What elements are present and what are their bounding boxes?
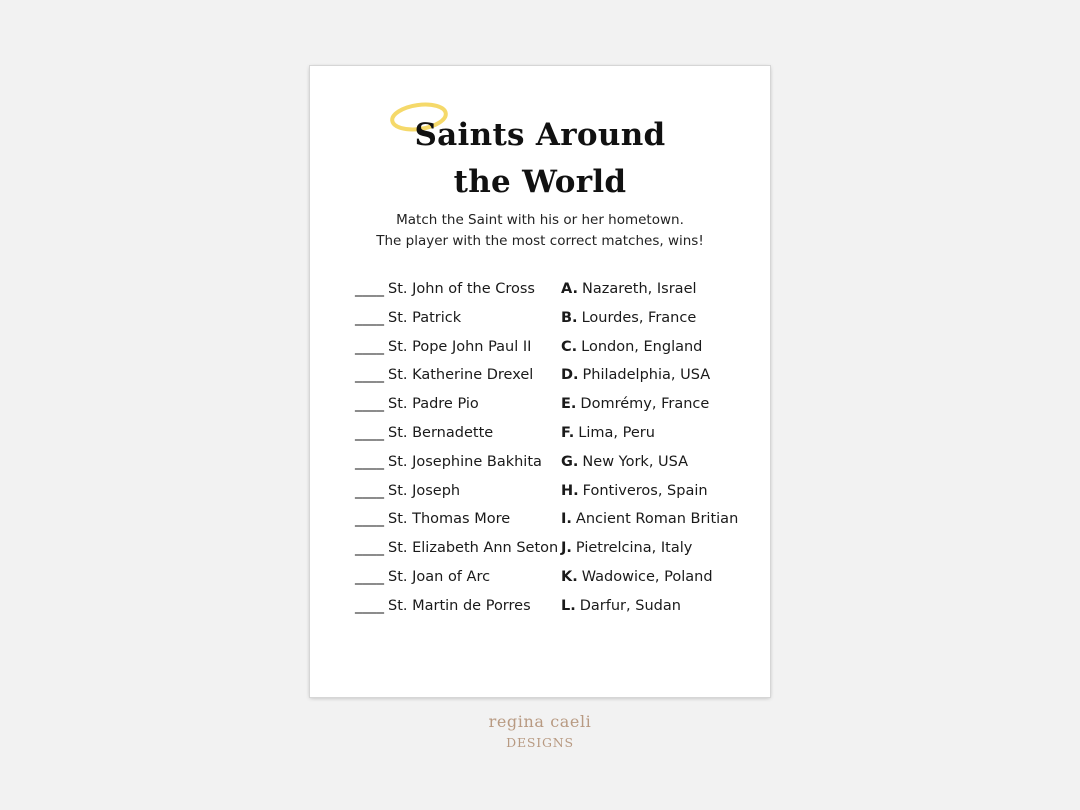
saint-item [355, 534, 558, 563]
hometown-letter: J. [561, 540, 572, 557]
title-line-1: Saints Around [414, 117, 666, 153]
saint-name: St. Martin de Porres [388, 597, 531, 614]
hometown-place: Pietrelcina, Italy [575, 540, 693, 557]
saint-item [355, 448, 558, 477]
hometown-letter: D. [561, 367, 579, 384]
saint-name: St. Padre Pio [388, 396, 479, 413]
hometown-place: Domrémy, France [580, 396, 710, 413]
saint-name: St. John of the Cross [388, 281, 535, 297]
saint-name: St. Pope John Paul II [388, 338, 532, 355]
answer-blank: ____ [355, 309, 384, 326]
instructions-line-1: Match the Saint with his or her hometown. [396, 212, 684, 228]
hometown-item [561, 534, 738, 563]
hometown-place: Nazareth, Israel [582, 281, 697, 297]
hometown-place: Lima, Peru [578, 424, 655, 441]
saint-name: St. Thomas More [388, 511, 511, 528]
hometown-letter: H. [561, 482, 579, 499]
hometown-letter: I. [561, 511, 572, 528]
answer-blank: ____ [355, 453, 384, 470]
saint-item [355, 390, 558, 419]
answer-blank: ____ [355, 396, 384, 413]
hometown-letter: K. [561, 568, 578, 585]
hometown-letter: L. [561, 597, 576, 614]
hometown-letter: A. [561, 281, 578, 297]
saint-item [355, 333, 558, 362]
saint-item [355, 477, 558, 506]
brand-name: regina caeli [488, 712, 592, 731]
answer-blank: ____ [355, 482, 384, 499]
answer-blank: ____ [355, 568, 384, 585]
saints-list [355, 275, 558, 621]
hometown-letter: E. [561, 396, 577, 413]
hometown-letter: F. [561, 424, 575, 441]
answer-blank: ____ [355, 367, 384, 384]
hometown-item [561, 592, 738, 621]
saint-name: St. Elizabeth Ann Seton [388, 540, 559, 557]
instructions [310, 210, 770, 252]
answer-blank: ____ [355, 597, 384, 614]
hometown-item [561, 477, 738, 506]
answer-blank: ____ [355, 281, 384, 297]
hometown-letter: G. [561, 453, 579, 470]
saint-name: St. Josephine Bakhita [388, 453, 542, 470]
saint-name: St. Katherine Drexel [388, 367, 534, 384]
hometown-item [561, 304, 738, 333]
brand-subtitle: DESIGNS [506, 735, 574, 750]
hometown-item [561, 275, 738, 304]
hometown-item [561, 333, 738, 362]
hometown-item [561, 419, 738, 448]
hometown-place: Fontiveros, Spain [582, 482, 708, 499]
saint-item [355, 304, 558, 333]
page-title [310, 112, 770, 206]
hometown-place: Wadowice, Poland [581, 568, 713, 585]
answer-blank: ____ [355, 338, 384, 355]
hometown-item [561, 505, 738, 534]
hometowns-list [561, 275, 738, 621]
hometown-letter: C. [561, 338, 578, 355]
hometown-place: Lourdes, France [581, 309, 697, 326]
hometown-item [561, 361, 738, 390]
hometown-item [561, 563, 738, 592]
saint-name: St. Bernadette [388, 424, 494, 441]
answer-blank: ____ [355, 424, 384, 441]
instructions-line-2: The player with the most correct matches, wins! [376, 233, 704, 249]
saint-item [355, 275, 558, 304]
hometown-place: Philadelphia, USA [582, 367, 711, 384]
saint-item [355, 563, 558, 592]
answer-blank: ____ [355, 511, 384, 528]
title-line-2: the World [453, 164, 627, 200]
saint-item [355, 505, 558, 534]
hometown-place: London, England [581, 338, 703, 355]
saint-name: St. Joan of Arc [388, 568, 491, 585]
saint-name: St. Joseph [388, 482, 461, 499]
saint-name: St. Patrick [388, 309, 462, 326]
game-sheet [310, 66, 770, 697]
saint-item [355, 361, 558, 390]
hometown-letter: B. [561, 309, 578, 326]
hometown-item [561, 390, 738, 419]
hometown-place: Darfur, Sudan [579, 597, 681, 614]
hometown-item [561, 448, 738, 477]
saint-item [355, 592, 558, 621]
hometown-place: New York, USA [582, 453, 689, 470]
hometown-place: Ancient Roman Britian [575, 511, 739, 528]
saint-item [355, 419, 558, 448]
answer-blank: ____ [355, 540, 384, 557]
